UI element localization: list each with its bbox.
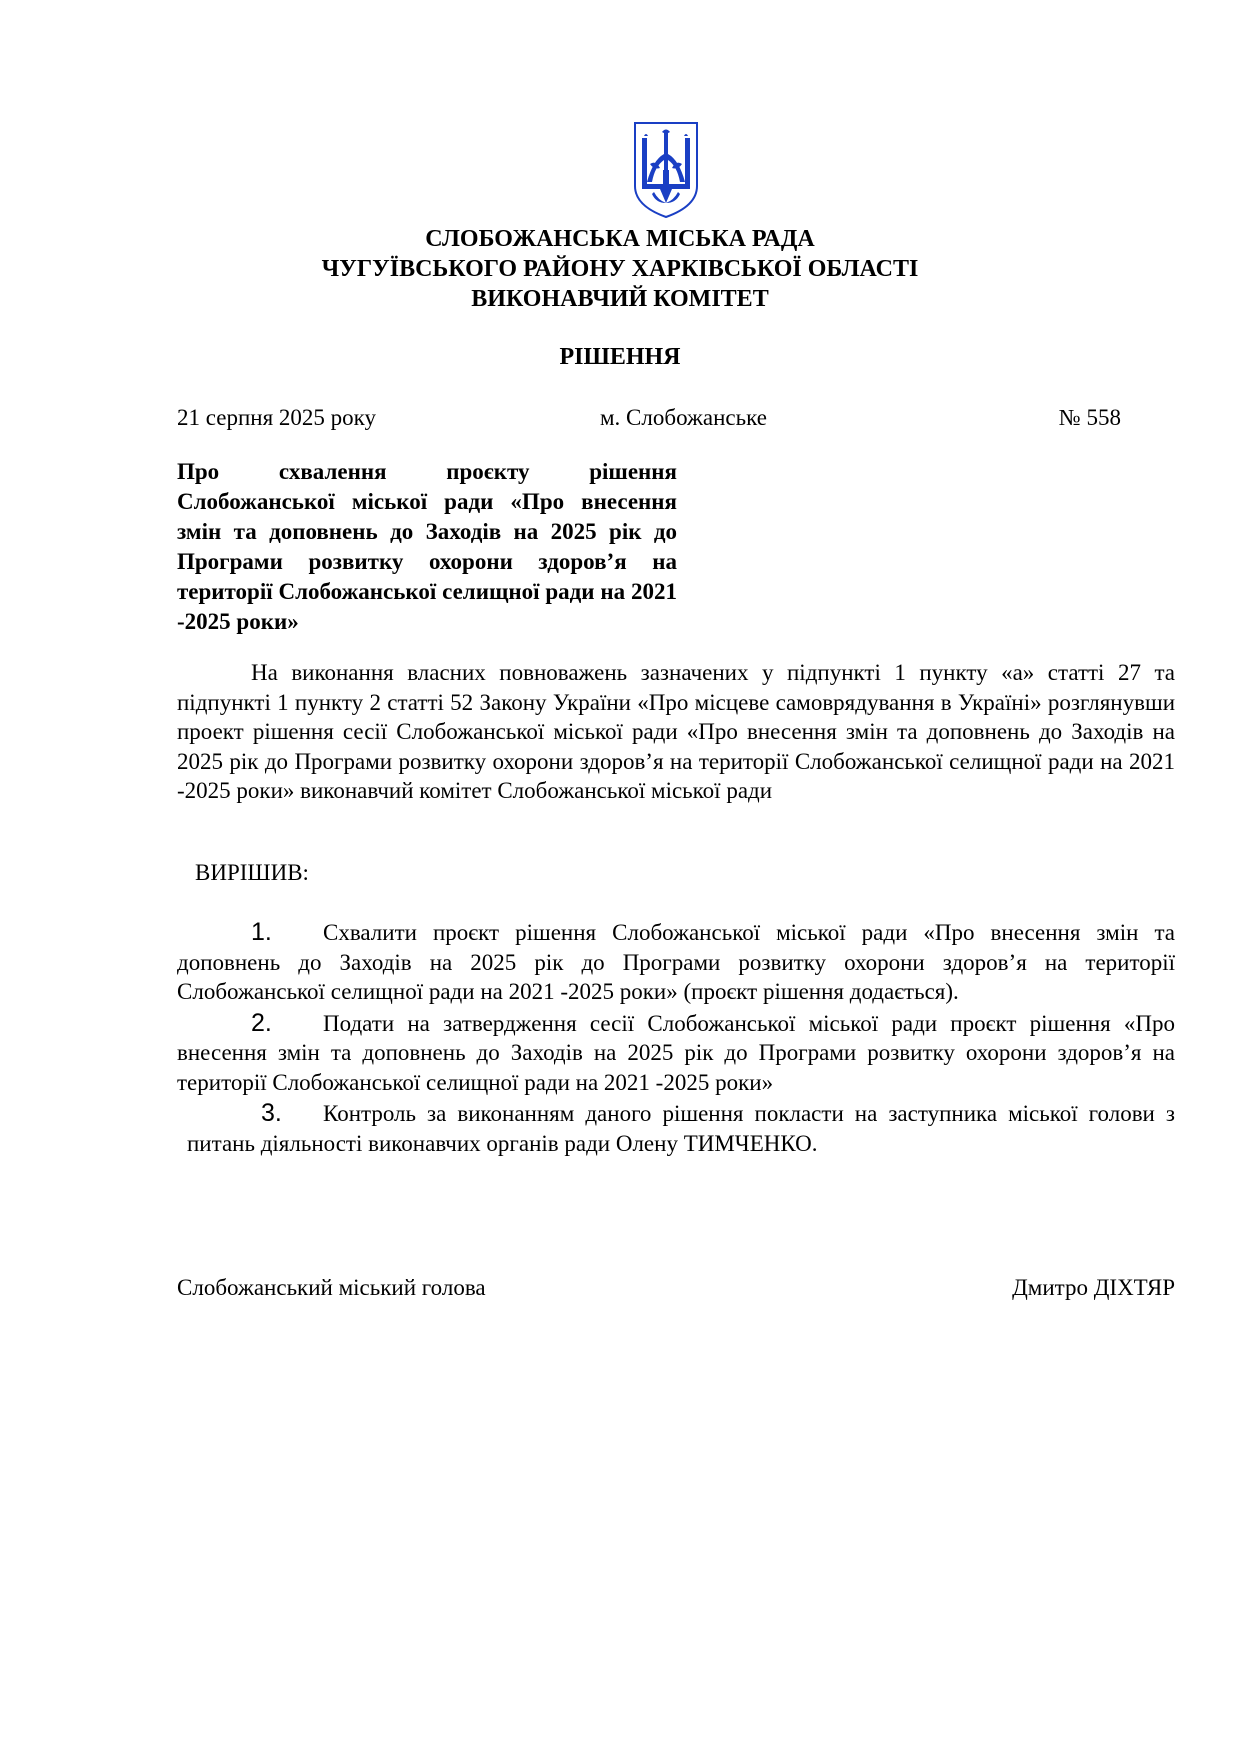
signatory-role: Слобожанський міський голова [177,1275,486,1300]
resolution-items [177,918,1175,1160]
decision-meta [177,402,1121,434]
list-item [177,1009,1175,1098]
header-district: ЧУГУЇВСЬКОГО РАЙОНУ ХАРКІВСЬКОЇ ОБЛАСТІ [321,256,919,282]
item-number: 2. [251,1008,272,1037]
decision-subject: Про схвалення проєкту рішення Слобожанської міської ради «Про внесення змін та доповнень до Заходів на 2025 рік до Програми розвитку охорони здоров’я на території Слобожанської селищної ради на 2021 -2025 роки» [177,459,677,634]
resolved-label: ВИРІШИВ: [195,860,309,885]
header-committee: ВИКОНАВЧИЙ КОМІТЕТ [471,286,769,312]
item-number: 3. [261,1099,282,1127]
item-text: Подати на затвердження сесії Слобожанської міської ради проєкт рішення «Про внесення змін та доповнень до Заходів на 2025 рік до Програми розвитку охорони здоров’я на території Слобожанської селищної ради на 2021 -2025 роки» [177,1010,1175,1095]
decision-title: РІШЕННЯ [559,344,681,370]
list-item [177,918,1175,1007]
coat-of-arms-icon [632,120,700,220]
signature-block [177,1272,1175,1304]
list-item [177,1099,1175,1158]
signatory-name: Дмитро ДІХТЯР [1012,1275,1175,1300]
decision-city: м. Слобожанське [600,405,767,430]
preamble-paragraph: На виконання власних повноважень зазначених у підпункті 1 пункту «а» статті 27 та підпункті 1 пункту 2 статті 52 Закону України «Про місцеве самоврядування в Україні» розглянувши проект рішення сесії Слобожанської міської ради «Про внесення змін та доповнень до Заходів на 2025 рік до Програми розвитку охорони здоров’я на території Слобожанської селищної ради на 2021 -2025 роки» виконавчий комітет Слобожанської міської ради [177,660,1175,803]
decision-number: № 558 [1058,405,1121,430]
council-header [0,224,1240,314]
item-text: Контроль за виконанням даного рішення покласти на заступника міської голови з питань діяльності виконавчих органів ради Олену ТИМЧЕНКО. [187,1101,1175,1156]
item-text: Схвалити проєкт рішення Слобожанської міської ради «Про внесення змін та доповнень до Заходів на 2025 рік до Програми розвитку охорони здоров’я на території Слобожанської селищної ради на 2021 -2025 роки» (проєкт рішення додається). [177,920,1175,1004]
decision-date: 21 серпня 2025 року [177,405,376,430]
item-number: 1. [251,918,272,946]
header-council-name: СЛОБОЖАНСЬКА МІСЬКА РАДА [425,226,815,252]
